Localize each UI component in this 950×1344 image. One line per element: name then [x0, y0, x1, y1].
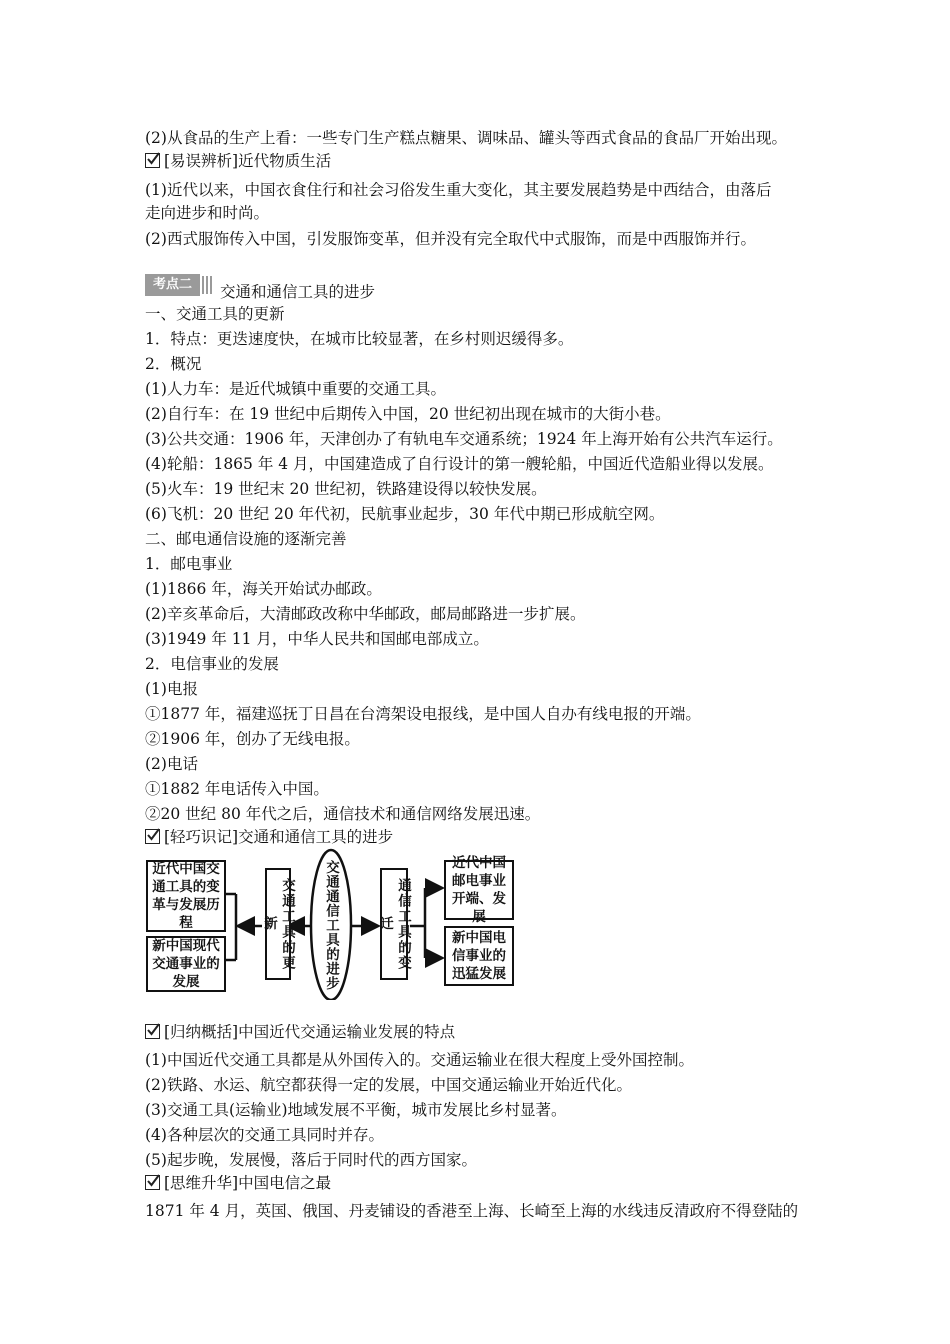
text-line: 2．电信事业的发展: [145, 655, 279, 673]
text-line: (3)1949 年 11 月，中华人民共和国邮电部成立。: [145, 630, 489, 648]
box-modern-transport-history: [146, 860, 226, 932]
text-line: (6)飞机：20 世纪 20 年代初，民航事业起步，30 年代中期已形成航空网。: [145, 505, 665, 523]
box-communication-change: [377, 868, 411, 980]
text-line: (4)轮船：1865 年 4 月，中国建造成了自行设计的第一艘轮船，中国近代造船业得以发展。: [145, 455, 774, 473]
box-label: 交通工具的更新: [261, 877, 295, 971]
box-label: 新中国现代交通事业的发展: [152, 938, 220, 990]
text-line: (2)辛亥革命后，大清邮政改称中华邮政，邮局邮路进一步扩展。: [145, 605, 586, 623]
callout-label: [思维升华]中国电信之最: [164, 1174, 332, 1192]
text-line: 1871 年 4 月，英国、俄国、丹麦铺设的香港至上海、长崎至上海的水线违反清政府不得登陆的: [145, 1202, 799, 1220]
text-line: ①1882 年电话传入中国。: [145, 780, 329, 798]
text-line: (2)自行车：在 19 世纪中后期传入中国，20 世纪初出现在城市的大街小巷。: [145, 405, 671, 423]
callout-heading: [145, 1173, 331, 1193]
box-postal-development: [444, 855, 514, 925]
text-line: (1)人力车：是近代城镇中重要的交通工具。: [145, 380, 446, 398]
text-line: (3)交通工具(运输业)地域发展不平衡，城市发展比乡村显著。: [145, 1101, 567, 1119]
text-line: 二、邮电通信设施的逐渐完善: [145, 530, 347, 548]
box-new-china-transport: [146, 936, 226, 992]
text-line: (3)公共交通：1906 年，天津创办了有轨电车交通系统；1924 年上海开始有公共汽车运行。: [145, 430, 783, 448]
box-new-china-telecom: [444, 926, 514, 986]
box-label: 近代中国交通工具的变革与发展历程: [152, 861, 220, 931]
section-title: 交通和通信工具的进步: [220, 283, 376, 301]
section-tag-label: 考点二: [145, 274, 200, 296]
text-line: 一、交通工具的更新: [145, 305, 285, 323]
text-line: (2)从食品的生产上看：一些专门生产糕点糖果、调味品、罐头等西式食品的食品厂开始出现。: [145, 129, 787, 147]
text-line: (1)近代以来，中国衣食住行和社会习俗发生重大变化，其主要发展趋势是中西结合，由落后: [145, 181, 772, 199]
text-line: 走向进步和时尚。: [145, 204, 270, 222]
text-line: ②20 世纪 80 年代之后，通信技术和通信网络发展迅速。: [145, 805, 541, 823]
text-line: 1．邮电事业: [145, 555, 233, 573]
text-line: (1)电报: [145, 680, 198, 698]
text-line: 1．特点：更迭速度快，在城市比较显著，在乡村则迟缓得多。: [145, 330, 574, 348]
box-transport-update: [261, 868, 295, 980]
text-line: ②1906 年，创办了无线电报。: [145, 730, 360, 748]
box-label: 通信工具的变迁: [377, 877, 411, 971]
center-topic: [320, 858, 342, 992]
text-line: (2)西式服饰传入中国，引发服饰变革，但并没有完全取代中式服饰，而是中西服饰并行。: [145, 230, 756, 248]
callout-label: [归纳概括]中国近代交通运输业发展的特点: [164, 1023, 456, 1041]
check-icon: [145, 1175, 160, 1190]
callout-label: [轻巧识记]交通和通信工具的进步: [164, 828, 394, 846]
center-label: 交通通信工具的进步: [323, 859, 339, 991]
text-line: (5)起步晚，发展慢，落后于同时代的西方国家。: [145, 1151, 477, 1169]
text-line: (2)铁路、水运、航空都获得一定的发展，中国交通运输业开始近代化。: [145, 1076, 632, 1094]
text-line: (4)各种层次的交通工具同时并存。: [145, 1126, 384, 1144]
box-label: 新中国电信事业的迅猛发展: [452, 930, 506, 982]
callout-heading: [145, 1022, 455, 1042]
text-line: (5)火车：19 世纪末 20 世纪初，铁路建设得以较快发展。: [145, 480, 547, 498]
text-line: (2)电话: [145, 755, 198, 773]
box-label: 近代中国邮电事业开端、发展: [452, 855, 506, 925]
text-line: 2．概况: [145, 355, 202, 373]
callout-label: [易误辨析]近代物质生活: [164, 152, 332, 170]
text-line: (1)中国近代交通工具都是从外国传入的。交通运输业在很大程度上受外国控制。: [145, 1051, 694, 1069]
text-line: ①1877 年，福建巡抚丁日昌在台湾架设电报线，是中国人自办有线电报的开端。: [145, 705, 701, 723]
text-line: (1)1866 年，海关开始试办邮政。: [145, 580, 382, 598]
check-icon: [145, 1024, 160, 1039]
